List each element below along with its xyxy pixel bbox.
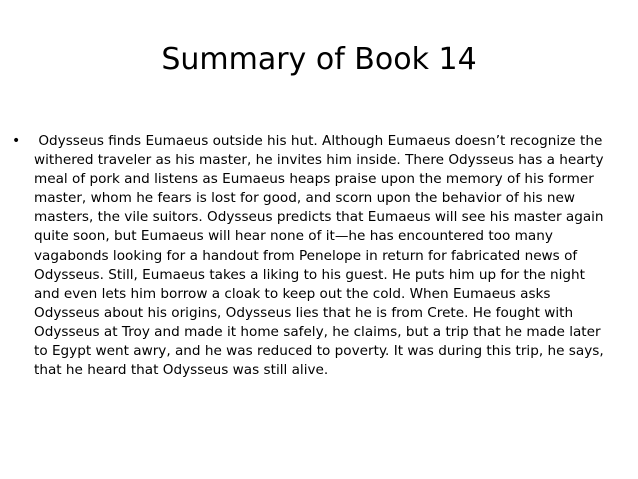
bullet-marker: •	[12, 133, 21, 149]
bullet-text: Odysseus finds Eumaeus outside his hut. Although Eumaeus doesn’t recognize the withered traveler as his master, he invites him inside. There Odysseus has a hearty meal of pork and listens as Eumaeus heaps praise upon the memory of his former master, whom he fears is lost for good, and scorn upon the behavior of his new masters, the vile suitors. Odysseus predicts that Eumaeus will see his master again quite soon, but Eumaeus will hear none of it—he has encountered too many vagabonds looking for a handout from Penelope in return for fabricated news of Odysseus. Still, Eumaeus takes a liking to his guest. He puts him up for the night and even lets him borrow a cloak to keep out the cold. When Eumaeus asks Odysseus about his origins, Odysseus lies that he is from Crete. He fought with Odysseus at Troy and made it home safely, he claims, but a trip that he made later to Egypt went awry, and he was reduced to poverty. It was during this trip, he says, that he heard that Odysseus was still alive.	[34, 133, 608, 379]
slide-body	[12, 132, 612, 380]
slide-title: Summary of Book 14	[161, 42, 477, 77]
bullet-item	[12, 132, 612, 380]
